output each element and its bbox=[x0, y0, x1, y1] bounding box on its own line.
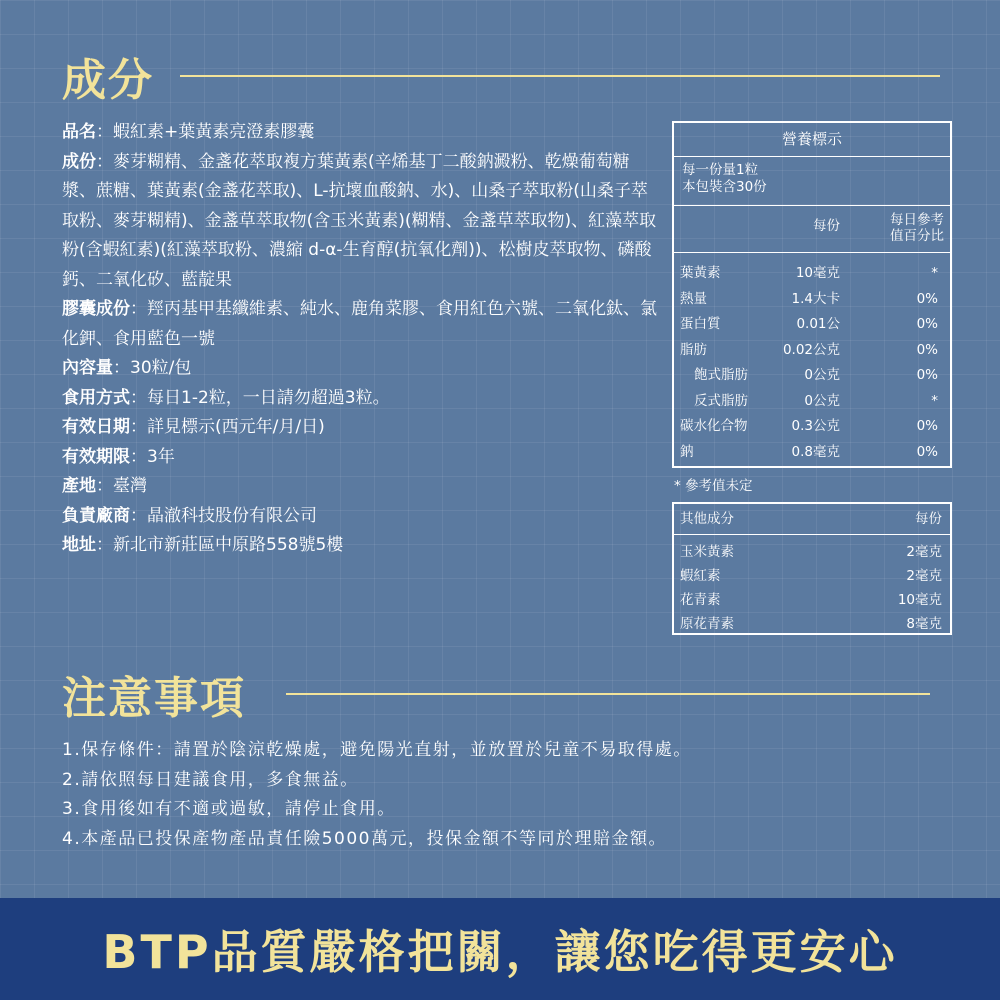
table-row: 玉米黃素 2毫克 bbox=[680, 544, 942, 560]
table-row: 花青素 10毫克 bbox=[680, 592, 942, 608]
table-row: 碳水化合物 0.3公克 0% bbox=[680, 418, 938, 434]
ingredient-product-name: 品名：蝦紅素+葉黃素亮澄素膠囊 bbox=[62, 122, 315, 142]
notes-title: 注意事項 bbox=[62, 673, 246, 724]
notes-divider bbox=[286, 693, 930, 695]
table-row: 葉黃素 10毫克 * bbox=[680, 265, 938, 281]
ingredient-expiry-date: 有效日期：詳見標示(西元年/月/日) bbox=[62, 417, 325, 437]
notes-list bbox=[62, 736, 692, 854]
ingredient-usage: 食用方式：每日1-2粒，一日請勿超過3粒。 bbox=[62, 387, 390, 408]
nutrition-serving bbox=[674, 157, 950, 206]
table-row: 反式脂肪 0公克 * bbox=[694, 392, 938, 409]
nutrition-rows bbox=[674, 253, 950, 465]
ingredient-origin: 產地：臺灣 bbox=[62, 476, 147, 496]
nutrition-column-headers bbox=[674, 206, 950, 253]
ingredient-capsule: 膠囊成份：羥丙基甲基纖維素、純水、鹿角菜膠、食用紅色六號、二氧化鈦、氯化鉀、食用藍色一號 bbox=[62, 299, 657, 349]
banner-text: BTP品質嚴格把關，讓您吃得更安心 bbox=[102, 925, 898, 979]
other-ingredients-table bbox=[672, 502, 952, 635]
quality-banner bbox=[0, 898, 1000, 1000]
ingredient-content: 內容量：30粒/包 bbox=[62, 358, 192, 378]
list-item: 1.保存條件：請置於陰涼乾燥處，避免陽光直射，並放置於兒童不易取得處。 bbox=[62, 740, 692, 760]
table-row: 脂肪 0.02公克 0% bbox=[680, 341, 938, 358]
other-header-per-serving: 每份 bbox=[915, 511, 942, 527]
column-per-serving: 每份 bbox=[813, 218, 840, 234]
servings-per-pack: 本包裝含30份 bbox=[682, 179, 767, 195]
ingredient-address: 地址：新北市新莊區中原路558號5樓 bbox=[62, 535, 344, 555]
column-daily-value: 每日參考 值百分比 bbox=[890, 212, 944, 244]
list-item: 2.請依照每日建議食用，多食無益。 bbox=[62, 769, 359, 790]
ingredients-divider bbox=[180, 75, 940, 77]
ingredients-block bbox=[62, 118, 662, 561]
table-row: 鈉 0.8毫克 0% bbox=[680, 443, 938, 460]
list-item: 3.食用後如有不適或過敏，請停止食用。 bbox=[62, 799, 396, 819]
notes-header bbox=[62, 662, 930, 726]
table-row: 原花青素 8毫克 bbox=[680, 616, 942, 632]
list-item: 4.本產品已投保產物產品責任險5000萬元，投保金額不等同於理賠金額。 bbox=[62, 828, 667, 849]
ingredient-composition: 成份：麥芽糊精、金盞花萃取複方葉黃素(辛烯基丁二酸鈉澱粉、乾燥葡萄糖漿、蔗糖、葉黃素(金盞花萃取)、L-抗壞血酸鈉、水)、山桑子萃取粉(山桑子萃取粉、麥芽糊精)、金盞草萃取物(含玉米黃素)(糊精、金盞草萃取物)、紅藻萃取粉(含蝦紅素)(紅藻萃取粉、濃縮 d-α-生育醇(抗氧化劑))、松樹皮萃取物、磷酸鈣、二氧化矽、藍靛果 bbox=[62, 151, 657, 290]
ingredient-shelf-life: 有效期限：3年 bbox=[62, 446, 175, 467]
table-row: 飽式脂肪 0公克 0% bbox=[694, 367, 938, 383]
nutrition-footnote: * 參考值未定 bbox=[674, 478, 753, 494]
serving-size: 每一份量1粒 bbox=[682, 162, 759, 178]
ingredients-header bbox=[62, 44, 940, 108]
other-header bbox=[674, 504, 950, 535]
other-header-label: 其他成分 bbox=[680, 511, 734, 527]
nutrition-title: 營養標示 bbox=[674, 123, 950, 157]
ingredients-title: 成分 bbox=[62, 55, 154, 106]
ingredient-manufacturer: 負責廠商：晶澈科技股份有限公司 bbox=[62, 505, 317, 526]
table-row: 熱量 1.4大卡 0% bbox=[680, 290, 938, 307]
other-rows bbox=[674, 535, 950, 636]
table-row: 蛋白質 0.01公 0% bbox=[680, 316, 938, 332]
table-row: 蝦紅素 2毫克 bbox=[680, 568, 942, 584]
nutrition-table bbox=[672, 121, 952, 468]
